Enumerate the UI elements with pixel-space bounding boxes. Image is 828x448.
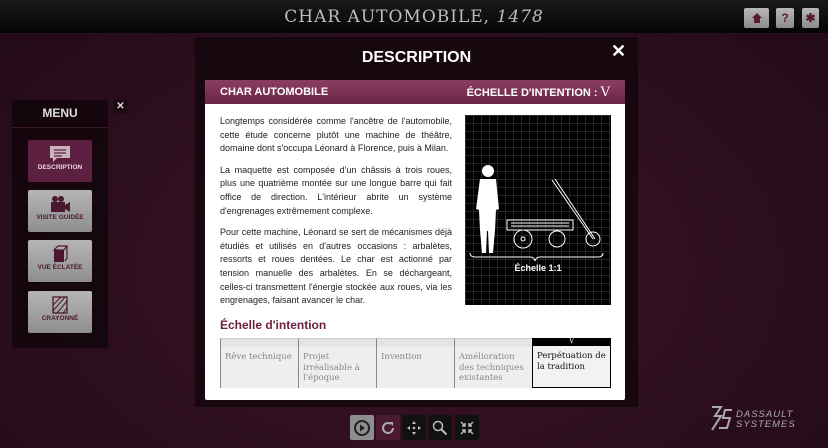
scale-indicator	[467, 85, 610, 100]
modal-close-button[interactable]: ✕	[611, 41, 627, 61]
title-text: CHAR AUTOMOBILE,	[284, 7, 497, 27]
menu-title: MENU	[12, 100, 108, 128]
collapse-icon	[459, 420, 475, 436]
zoom-button[interactable]	[428, 415, 452, 440]
description-text	[220, 115, 452, 316]
title-year: 1478	[496, 7, 544, 27]
cube-icon	[28, 240, 92, 264]
scale-value: V	[600, 84, 610, 100]
scale-level-4: Amélioration des techniques existantes	[454, 338, 532, 388]
card-title: CHAR AUTOMOBILE	[220, 86, 329, 98]
top-bar	[0, 0, 828, 34]
pan-button[interactable]	[402, 415, 426, 440]
menu-item-label: VISITE GUIDÉE	[36, 214, 84, 221]
menu-panel	[12, 100, 108, 348]
settings-button[interactable]	[802, 8, 819, 28]
scale-illustration	[465, 115, 611, 305]
menu-item-label: VUE ÉCLATÉE	[37, 264, 83, 271]
3ds-logo-icon	[708, 404, 736, 434]
scale-level-2: Projet irréalisable à l'époque	[298, 338, 376, 388]
fit-view-button[interactable]	[455, 415, 479, 440]
menu-item-crayonne[interactable]	[28, 291, 92, 333]
intention-scale-table	[220, 338, 611, 388]
search-icon	[432, 420, 448, 436]
play-icon	[354, 420, 370, 436]
rotate-button[interactable]	[376, 415, 400, 440]
menu-item-label: CRAYONNÉ	[41, 315, 79, 322]
scale-level-1: Rêve technique	[220, 338, 298, 388]
menu-item-label: DESCRIPTION	[37, 164, 83, 171]
home-icon	[751, 12, 763, 24]
human-and-cart-drawing	[465, 115, 611, 305]
menu-item-vue-eclatee[interactable]	[28, 240, 92, 282]
video-camera-icon	[28, 190, 92, 214]
description-card	[205, 80, 625, 400]
gear-icon: ✱	[805, 11, 816, 25]
logo-line1: DASSAULT	[736, 409, 794, 420]
help-button[interactable]: ?	[776, 8, 794, 28]
speech-bubble-icon	[28, 140, 92, 164]
image-caption: Échelle 1:1	[514, 263, 562, 273]
scale-label: ÉCHELLE D'INTENTION :	[466, 86, 598, 99]
scale-level-label: Perpétuation de la tradition	[537, 351, 606, 372]
play-button[interactable]	[350, 415, 374, 440]
scale-level-5-selected	[532, 338, 611, 388]
logo-line2: SYSTEMES	[736, 419, 796, 430]
menu-item-visite-guidee[interactable]	[28, 190, 92, 232]
paragraph: Longtemps considérée comme l'ancêtre de l'automobile, cette étude concerne plutôt une machine de théâtre, domaine dont s'occupa Léonard à Florence, puis à Milan.	[220, 116, 452, 154]
paragraph: Pour cette machine, Léonard se sert de mécanismes déjà étudiés et utilisés en d'autres occasions : arbalètes, ressorts et roues dentées. Le char est actionné par tension manuelle des arbalètes. En se déchargeant, celles-ci transmettent l'énergie stockée aux roues, via les engrenages, faisant avancer le char.	[220, 227, 452, 306]
paragraph: La maquette est composée d'un châssis à trois roues, plus une quatrième montée sur une longue barre qui fait office de direction. L'intérieur abrite un système d'engrenages extrêmement complexe.	[220, 164, 452, 216]
page-title	[0, 7, 828, 27]
dassault-systemes-logo	[708, 404, 796, 439]
refresh-icon	[380, 420, 396, 436]
modal-title: DESCRIPTION	[361, 49, 472, 66]
scale-level-3: Invention	[376, 338, 454, 388]
selected-marker: V	[568, 337, 575, 345]
move-icon	[406, 420, 422, 436]
card-header	[205, 80, 625, 104]
menu-close-button[interactable]: ✕	[114, 100, 127, 113]
scale-heading: Échelle d'intention	[220, 318, 327, 332]
menu-item-description[interactable]	[28, 140, 92, 182]
home-button[interactable]	[744, 8, 769, 28]
hatch-icon	[28, 291, 92, 315]
